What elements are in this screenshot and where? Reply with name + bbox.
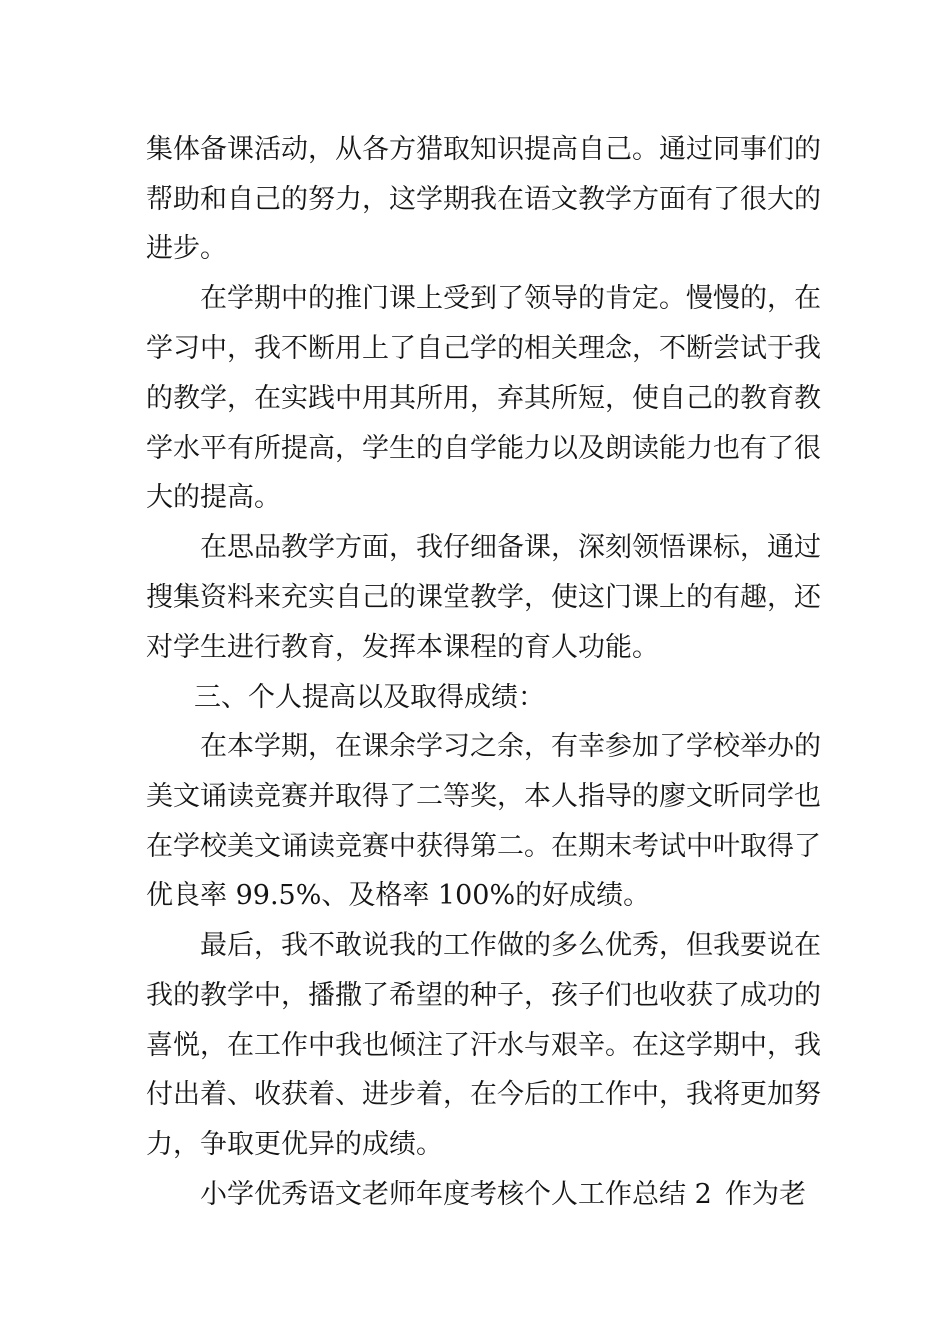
text-line: 优良率 99.5%、及格率 100%的好成绩。 [146,880,651,911]
text-line: 进步。 [146,233,227,264]
text-line: 在学校美文诵读竞赛中获得第二。在期末考试中叶取得了 [146,831,821,862]
text-line: 我的教学中，播撒了希望的种子，孩子们也收获了成功的 [146,980,821,1011]
text-line: 对学生进行教育，发挥本课程的育人功能。 [146,632,659,663]
paragraph-first-line: 在本学期，在课余学习之余，有幸参加了学校举办的 [200,731,821,762]
next-section-line [200,1175,806,1215]
text-line: 帮助和自己的努力，这学期我在语文教学方面有了很大的 [146,184,821,215]
text-line: 美文诵读竞赛并取得了二等奖，本人指导的廖文昕同学也 [146,781,821,812]
paragraph-first-line: 最后，我不敢说我的工作做的多么优秀，但我要说在 [200,930,821,961]
text-line: 学习中，我不断用上了自己学的相关理念，不断尝试于我 [146,333,821,364]
text-line: 集体备课活动，从各方猎取知识提高自己。通过同事们的 [146,134,821,165]
text-line: 的教学，在实践中用其所用，弃其所短，使自己的教育教 [146,383,821,414]
section-continuation-text: 作为老 [725,1179,806,1210]
paragraph-first-line: 在思品教学方面，我仔细备课，深刻领悟课标，通过 [200,532,821,563]
text-line: 大的提高。 [146,482,281,513]
text-line: 搜集资料来充实自己的课堂教学，使这门课上的有趣，还 [146,582,821,613]
text-line: 喜悦，在工作中我也倾注了汗水与艰辛。在这学期中，我 [146,1030,821,1061]
text-line: 力，争取更优异的成绩。 [146,1129,443,1160]
section-title: 小学优秀语文老师年度考核个人工作总结 2 [200,1179,712,1210]
paragraph-first-line: 在学期中的推门课上受到了领导的肯定。慢慢的，在 [200,283,821,314]
text-line: 学水平有所提高，学生的自学能力以及朗读能力也有了很 [146,433,821,464]
text-line: 付出着、收获着、进步着，在今后的工作中，我将更加努 [146,1079,821,1110]
section-heading: 三、个人提高以及取得成绩： [194,682,545,713]
